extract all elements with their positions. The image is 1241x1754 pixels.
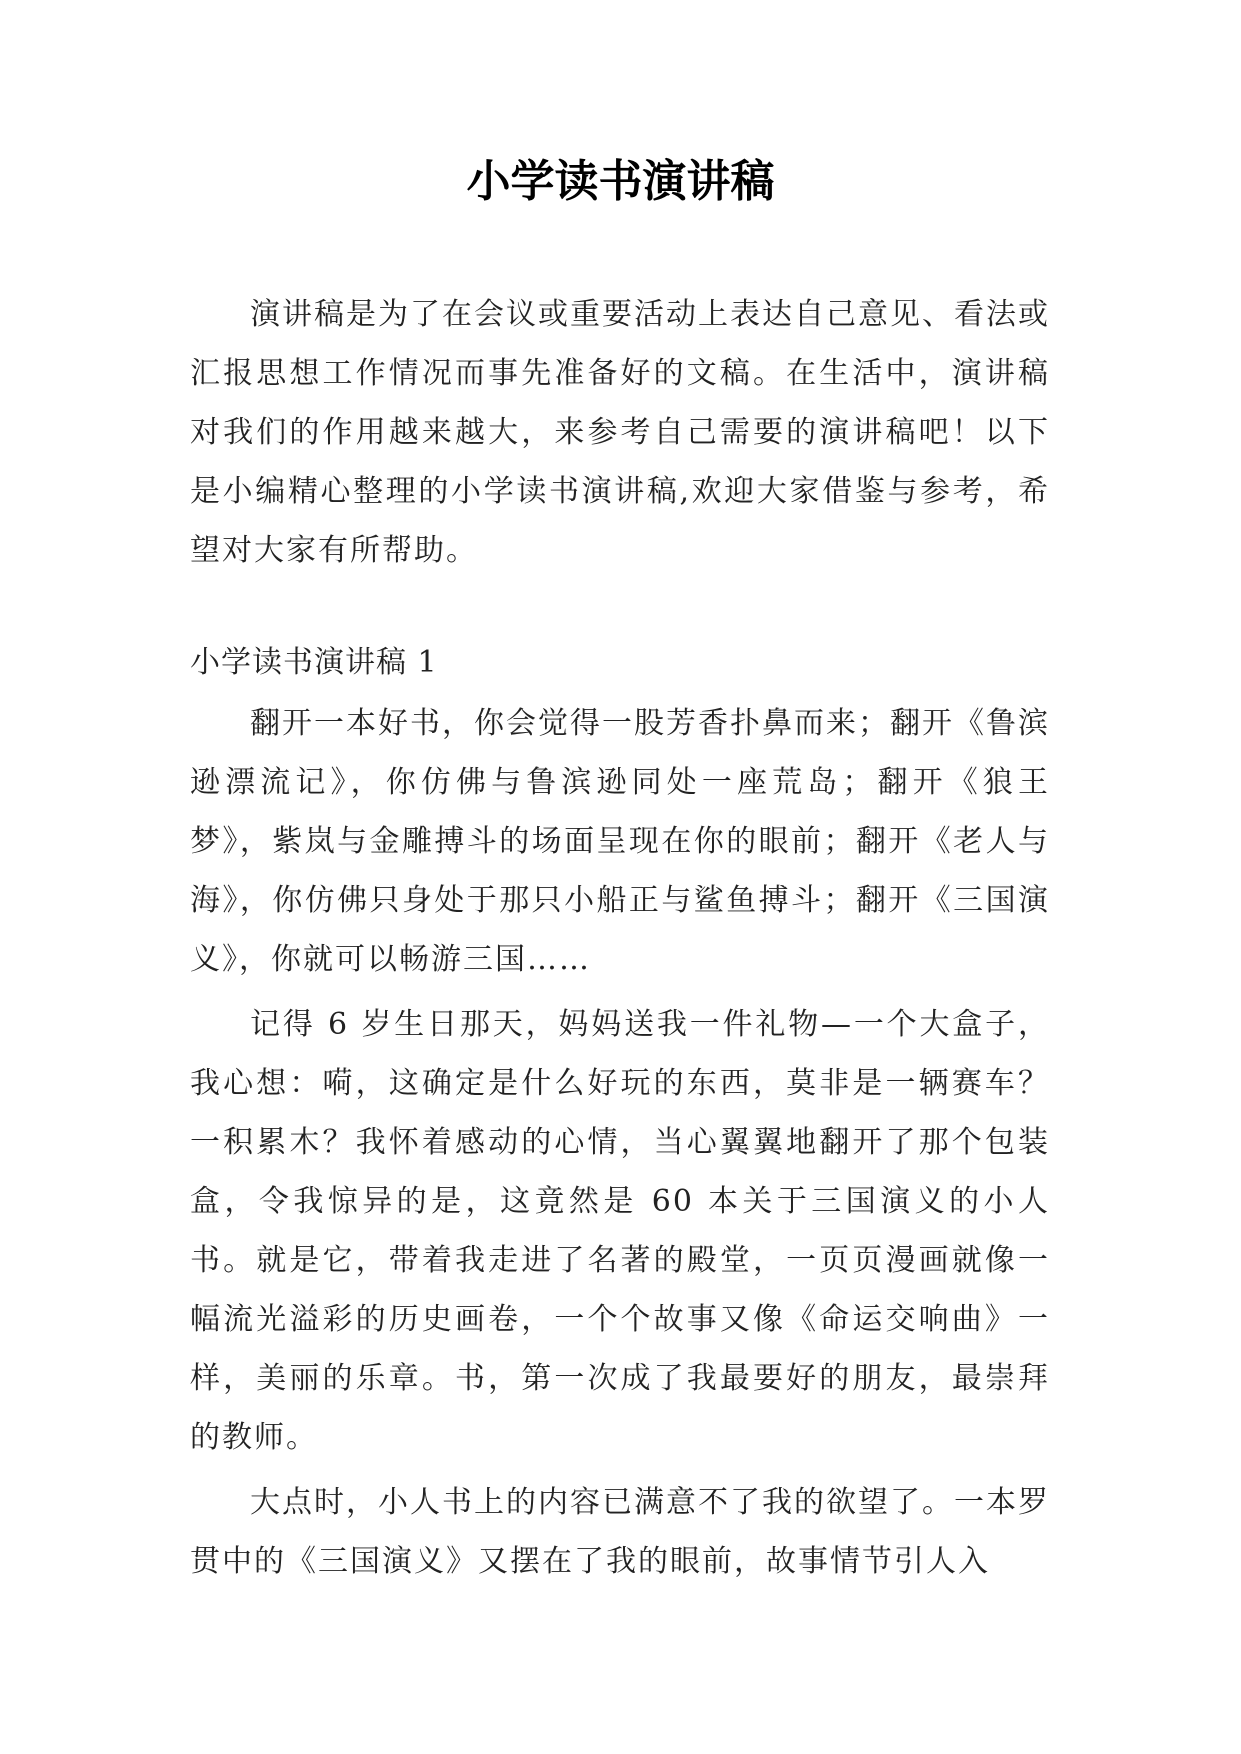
section-block: [190, 638, 1050, 1591]
document-title: 小学读书演讲稿: [466, 156, 775, 207]
intro-paragraph: 演讲稿是为了在会议或重要活动上表达自己意见、看法或汇报思想工作情况而事先准备好的文稿。在生活中，演讲稿对我们的作用越来越大，来参考自己需要的演讲稿吧！以下是小编精心整理的小学读书演讲稿,欢迎大家借鉴与参考，希望对大家有所帮助。: [190, 297, 1050, 568]
body-paragraph: 大点时，小人书上的内容已满意不了我的欲望了。一本罗贯中的《三国演义》又摆在了我的眼前，故事情节引人入: [190, 1485, 1050, 1579]
intro-block: [190, 285, 1050, 580]
body-paragraph: 翻开一本好书，你会觉得一股芳香扑鼻而来；翻开《鲁滨逊漂流记》，你仿佛与鲁滨逊同处一座荒岛；翻开《狼王梦》，紫岚与金雕搏斗的场面呈现在你的眼前；翻开《老人与海》，你仿佛只身处于那只小船正与鲨鱼搏斗；翻开《三国演义》，你就可以畅游三国……: [190, 706, 1050, 977]
section-heading: 小学读书演讲稿 1: [190, 645, 438, 680]
body-paragraph: 记得 6 岁生日那天，妈妈送我一件礼物—一个大盒子，我心想：嗬，这确定是什么好玩的东西，莫非是一辆赛车？一积累木？我怀着感动的心情，当心翼翼地翻开了那个包装盒，令我惊异的是，这竟然是 60 本关于三国演义的小人书。就是它，带着我走进了名著的殿堂，一页页漫画就像一幅流光溢彩的历史画卷，一个个故事又像《命运交响曲》一样，美丽的乐章。书，第一次成了我最要好的朋友，最崇拜的教师。: [190, 1007, 1050, 1455]
